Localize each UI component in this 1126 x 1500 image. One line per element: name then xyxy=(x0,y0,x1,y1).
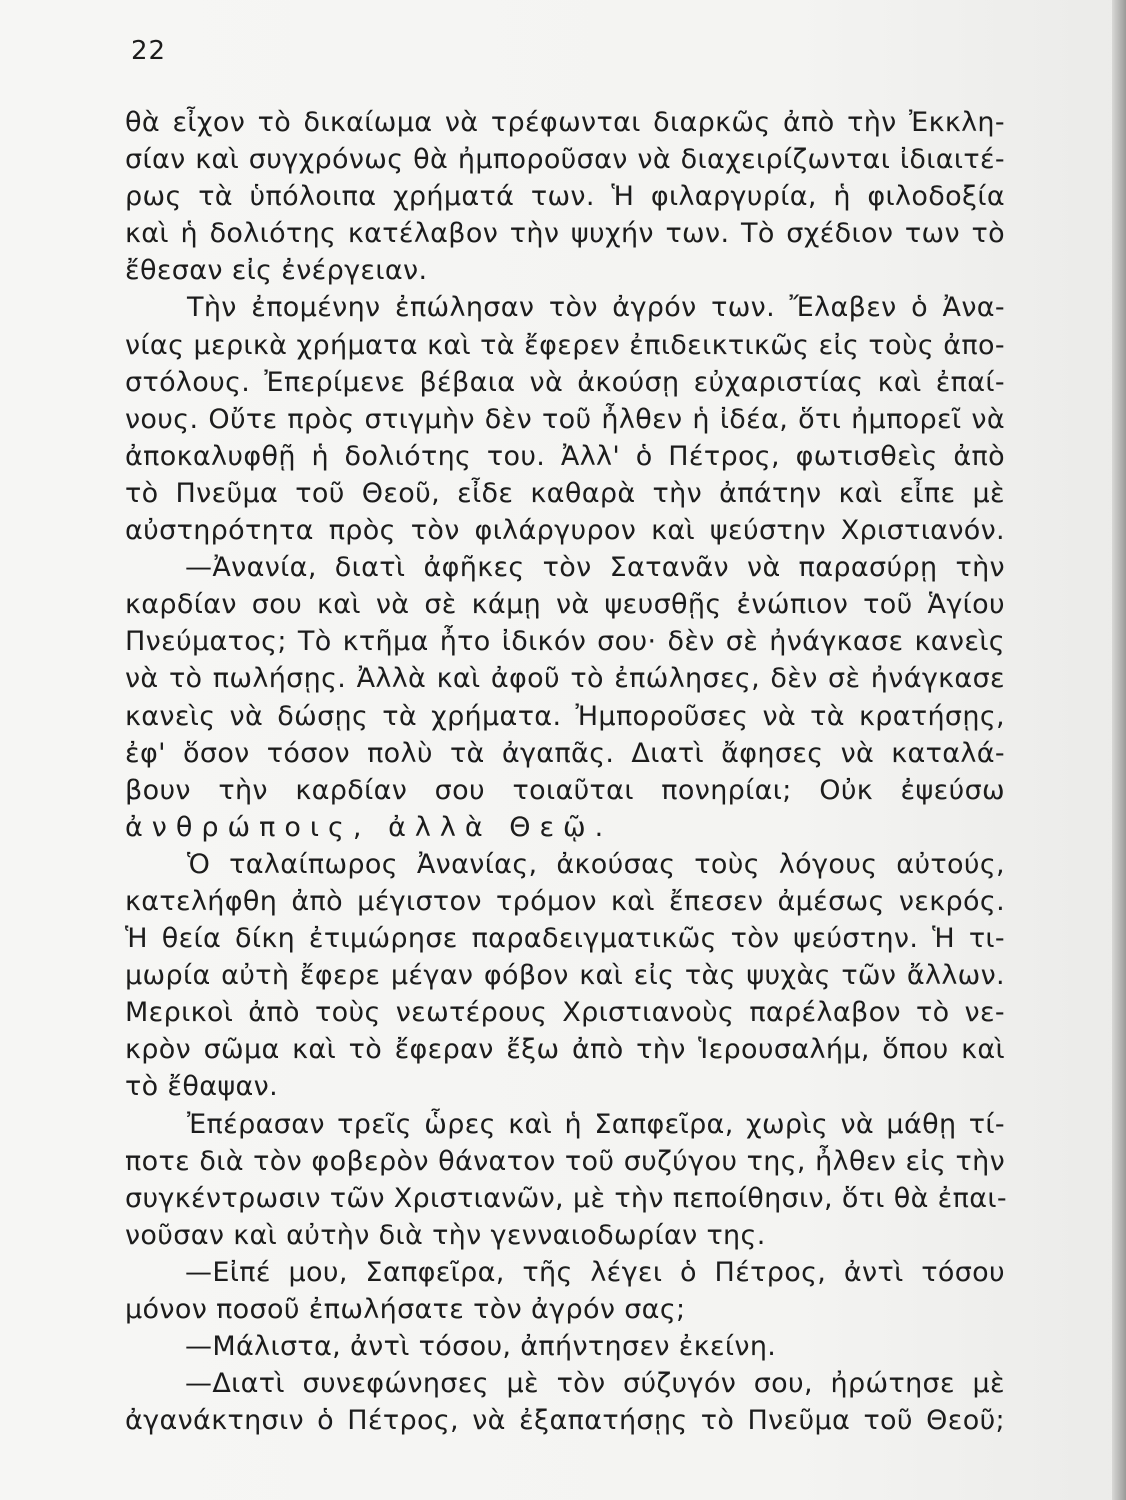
dialogue-line: —Εἰπέ μου, Σαπφεῖρα, τῆς λέγει ὁ Πέτρος, ἀντὶ τόσου xyxy=(185,1256,1005,1288)
text-line: σίαν καὶ συγχρόνως θὰ ἠμποροῦσαν νὰ διαχειρίζωνται ἰδιαιτέ- xyxy=(125,144,1005,176)
text-line: μωρία αὐτὴ ἔφερε μέγαν φόβον καὶ εἰς τὰς ψυχὰς τῶν ἄλλων. xyxy=(125,960,1005,992)
paragraph-start-line: Τὴν ἐπομένην ἐπώλησαν τὸν ἀγρόν των. Ἔλαβεν ὁ Ἀνα- xyxy=(187,292,1005,324)
text-line: νοῦσαν καὶ αὐτὴν διὰ τὴν γενναιοδωρίαν της. xyxy=(125,1219,766,1251)
text-line: θὰ εἶχον τὸ δικαίωμα νὰ τρέφωνται διαρκῶς ἀπὸ τὴν Ἐκκλη- xyxy=(125,107,1005,138)
text-line: νίας μερικὰ χρήματα καὶ τὰ ἔφερεν ἐπιδεικτικῶς εἰς τοὺς ἀπο- xyxy=(125,329,1005,361)
text-line: ἀποκαλυφθῇ ἡ δολιότης του. Ἀλλ' ὁ Πέτρος, φωτισθεὶς ἀπὸ xyxy=(125,440,1005,472)
text-line: ἀγανάκτησιν ὁ Πέτρος, νὰ ἐξαπατήσῃς τὸ Πνεῦμα τοῦ Θεοῦ; xyxy=(125,1405,1005,1437)
text-line: βουν τὴν καρδίαν σου τοιαῦται πονηρίαι; Οὐκ ἐψεύσω xyxy=(125,774,1005,806)
text-line: συγκέντρωσιν τῶν Χριστιανῶν, μὲ τὴν πεποίθησιν, ὅτι θὰ ἐπαι- xyxy=(125,1182,1007,1214)
quote-line: ἀνθρώποις, ἀλλὰ Θεῷ. xyxy=(125,811,613,843)
text-line: αὐστηρότητα πρὸς τὸν φιλάργυρον καὶ ψεύστην Χριστιανόν. xyxy=(125,515,1005,547)
dialogue-line: —Μάλιστα, ἀντὶ τόσου, ἀπήντησεν ἐκείνη. xyxy=(185,1331,777,1363)
page-number: 22 xyxy=(131,36,167,66)
body-text xyxy=(125,104,1005,1439)
text-line: Μερικοὶ ἀπὸ τοὺς νεωτέρους Χριστιανοὺς παρέλαβον τὸ νε- xyxy=(125,997,1005,1029)
text-line: ρως τὰ ὑπόλοιπα χρήματά των. Ἡ φιλαργυρία, ἡ φιλοδοξία xyxy=(125,181,1005,213)
paragraph-start-line: Ὁ ταλαίπωρος Ἀνανίας, ἀκούσας τοὺς λόγους αὐτούς, xyxy=(187,848,1005,880)
page-spine-shadow xyxy=(1112,0,1126,1500)
dialogue-line: —Διατὶ συνεφώνησες μὲ τὸν σύζυγόν σου, ἠρώτησε μὲ xyxy=(185,1368,1005,1400)
text-line: Ἡ θεία δίκη ἐτιμώρησε παραδειγματικῶς τὸν ψεύστην. Ἡ τι- xyxy=(125,923,1005,955)
dialogue-line: —Ἀνανία, διατὶ ἀφῆκες τὸν Σατανᾶν νὰ παρασύρῃ τὴν xyxy=(185,552,1005,584)
text-line: κατελήφθη ἀπὸ μέγιστον τρόμον καὶ ἔπεσεν ἀμέσως νεκρός. xyxy=(125,885,1005,917)
text-line: Πνεύματος; Τὸ κτῆμα ἦτο ἰδικόν σου· δὲν σὲ ἠνάγκασε κανεὶς xyxy=(125,626,1005,658)
text-line: κανεὶς νὰ δώσῃς τὰ χρήματα. Ἠμποροῦσες νὰ τὰ κρατήσῃς, xyxy=(125,700,1005,732)
text-line: ἐφ' ὅσον τόσον πολὺ τὰ ἀγαπᾶς. Διατὶ ἄφησες νὰ καταλά- xyxy=(125,737,1005,769)
text-line: καὶ ἡ δολιότης κατέλαβον τὴν ψυχήν των. Τὸ σχέδιον των τὸ xyxy=(125,218,1005,250)
text-line: μόνον ποσοῦ ἐπωλήσατε τὸν ἀγρόν σας; xyxy=(125,1294,686,1325)
paragraph-start-line: Ἐπέρασαν τρεῖς ὧρες καὶ ἡ Σαπφεῖρα, χωρὶς νὰ μάθῃ τί- xyxy=(187,1108,1005,1140)
text-line: καρδίαν σου καὶ νὰ σὲ κάμῃ νὰ ψευσθῇς ἐνώπιον τοῦ Ἁγίου xyxy=(125,589,1005,621)
text-line: τὸ ἔθαψαν. xyxy=(125,1071,279,1103)
text-line: κρὸν σῶμα καὶ τὸ ἔφεραν ἔξω ἀπὸ τὴν Ἱερουσαλήμ, ὅπου καὶ xyxy=(125,1034,1005,1066)
text-line: ἔθεσαν εἰς ἐνέργειαν. xyxy=(125,255,428,287)
text-line: στόλους. Ἐπερίμενε βέβαια νὰ ἀκούσῃ εὐχαριστίας καὶ ἐπαί- xyxy=(125,366,1005,398)
text-line: τὸ Πνεῦμα τοῦ Θεοῦ, εἶδε καθαρὰ τὴν ἀπάτην καὶ εἶπε μὲ xyxy=(125,477,1005,509)
text-line: νὰ τὸ πωλήσῃς. Ἀλλὰ καὶ ἀφοῦ τὸ ἐπώλησες, δὲν σὲ ἠνάγκασε xyxy=(125,663,1005,695)
text-line: ποτε διὰ τὸν φοβερὸν θάνατον τοῦ συζύγου της, ἦλθεν εἰς τὴν xyxy=(125,1145,1005,1177)
text-line: νους. Οὔτε πρὸς στιγμὴν δὲν τοῦ ἦλθεν ἡ ἰδέα, ὅτι ἠμπορεῖ νὰ xyxy=(125,403,1005,435)
